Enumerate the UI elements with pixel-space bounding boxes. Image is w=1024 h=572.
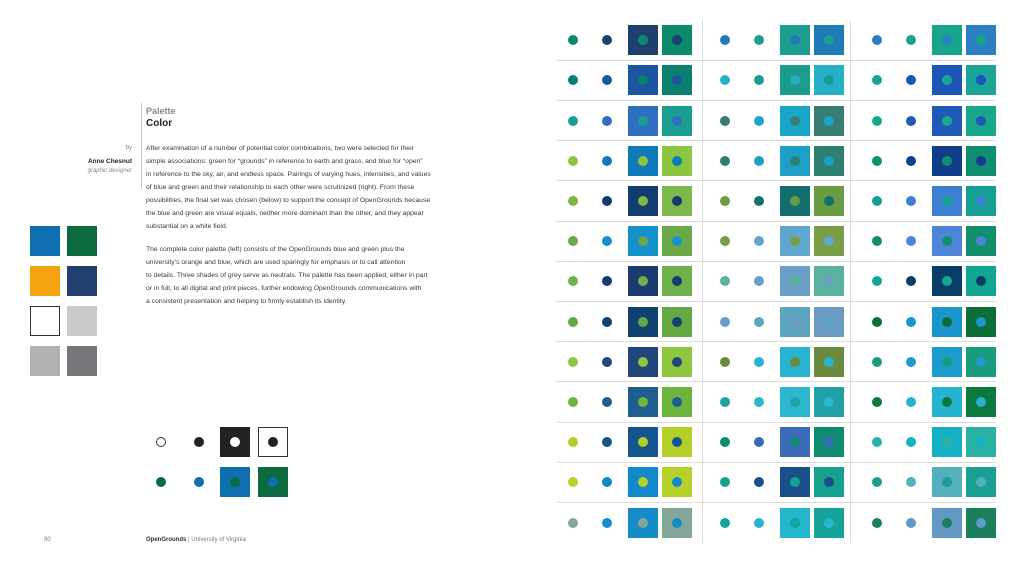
combo-square [662, 25, 692, 55]
combo-square-dot [824, 35, 834, 45]
combo-dot [602, 156, 612, 166]
combo-dot [568, 477, 578, 487]
combo-square-dot [976, 397, 986, 407]
combo-dot [754, 236, 764, 246]
final-dot-green [156, 477, 166, 487]
combo-square-dot [638, 276, 648, 286]
combo-dot [568, 196, 578, 206]
final-square-green [258, 467, 288, 497]
combo-square-dot [638, 397, 648, 407]
footer-separator: | [186, 537, 192, 543]
combo-dot [754, 35, 764, 45]
combo-square [966, 146, 996, 176]
combo-square [932, 467, 962, 497]
combo-square [814, 65, 844, 95]
combo-dot [906, 75, 916, 85]
combo-dot [906, 437, 916, 447]
combo-square-dot [790, 397, 800, 407]
combo-square-dot [942, 196, 952, 206]
combo-square-dot [976, 518, 986, 528]
combo-square-dot [790, 116, 800, 126]
combo-square-dot [824, 477, 834, 487]
color-combination-grid [556, 20, 1006, 540]
combo-square [780, 508, 810, 538]
combo-dot [568, 236, 578, 246]
combo-square-dot [824, 116, 834, 126]
grid-col-divider [850, 20, 851, 543]
text-line: in reference to the sky, air, and endless space. Pairings of varying hues, intensities, and values [146, 171, 431, 178]
combo-square-dot [976, 156, 986, 166]
combo-square-dot [824, 156, 834, 166]
combo-dot [906, 196, 916, 206]
combo-square [814, 387, 844, 417]
combo-square-dot [638, 35, 648, 45]
combo-square-dot [942, 518, 952, 528]
grid-row-divider [556, 140, 996, 141]
byline-role: graphic designer [87, 168, 132, 174]
grid-row-divider [556, 462, 996, 463]
combo-dot [720, 276, 730, 286]
combo-square [966, 387, 996, 417]
combo-dot [568, 357, 578, 367]
combo-dot [872, 397, 882, 407]
combo-square-dot [638, 116, 648, 126]
combo-square-dot [672, 397, 682, 407]
combo-square-dot [638, 357, 648, 367]
combo-square-dot [638, 477, 648, 487]
combo-square [966, 427, 996, 457]
combo-square [932, 186, 962, 216]
combo-square-dot [942, 276, 952, 286]
combo-square [932, 25, 962, 55]
combo-square-dot [672, 196, 682, 206]
text-line: After examination of a number of potential color combinations, two were selected for their [146, 145, 414, 152]
combo-square-dot [790, 357, 800, 367]
combo-dot [754, 437, 764, 447]
combo-dot [602, 357, 612, 367]
combo-square [814, 146, 844, 176]
combo-dot [568, 75, 578, 85]
combo-square-dot [672, 477, 682, 487]
combo-square [814, 106, 844, 136]
palette-swatch-dark-grey [67, 346, 97, 376]
combo-dot [720, 437, 730, 447]
combo-square [814, 467, 844, 497]
combo-dot [872, 35, 882, 45]
combo-dot [754, 397, 764, 407]
combo-dot [754, 196, 764, 206]
combo-dot [754, 156, 764, 166]
combo-square-dot [824, 276, 834, 286]
combo-square-dot [790, 156, 800, 166]
text-line: to details. Three shades of grey serve as neutrals. The palette has been applied, either in part [146, 272, 428, 279]
combo-dot [872, 236, 882, 246]
combo-square-dot [638, 75, 648, 85]
combo-square-dot [672, 518, 682, 528]
combo-dot [906, 357, 916, 367]
combo-dot [720, 397, 730, 407]
grid-row-divider [556, 100, 996, 101]
combo-square [780, 65, 810, 95]
final-dot-blue [194, 477, 204, 487]
combo-square [814, 307, 844, 337]
combo-square-dot [942, 35, 952, 45]
combo-square-dot [790, 236, 800, 246]
combo-dot [602, 518, 612, 528]
combo-dot [872, 357, 882, 367]
text-line: of blue and green and their relationship to each other were scrutinized (right). From these [146, 184, 415, 191]
combo-square [780, 186, 810, 216]
combo-dot [754, 477, 764, 487]
grid-row-divider [556, 261, 996, 262]
combo-square-dot [942, 75, 952, 85]
combo-square-dot [672, 437, 682, 447]
combo-square-dot [976, 437, 986, 447]
combo-dot [754, 357, 764, 367]
combo-dot [906, 518, 916, 528]
combo-dot [720, 156, 730, 166]
grid-row-divider [556, 381, 996, 382]
palette-swatch-university-blue [67, 266, 97, 296]
combo-square [966, 467, 996, 497]
combo-square [662, 226, 692, 256]
combo-square-dot [790, 35, 800, 45]
combo-square [628, 427, 658, 457]
text-line: possibilities, the final set was chosen (below) to support the concept of OpenGrounds because [146, 197, 431, 204]
combo-square-dot [942, 477, 952, 487]
combo-dot [602, 35, 612, 45]
section-label: Palette [146, 106, 176, 116]
combo-square-dot [824, 317, 834, 327]
combo-dot [602, 236, 612, 246]
combo-square [780, 347, 810, 377]
combo-dot [872, 196, 882, 206]
combo-square [780, 467, 810, 497]
combo-square [814, 25, 844, 55]
combo-square [662, 307, 692, 337]
final-square-dot [268, 477, 278, 487]
grid-row-divider [556, 180, 996, 181]
combo-square-dot [942, 116, 952, 126]
combo-dot [568, 156, 578, 166]
combo-square-dot [976, 317, 986, 327]
text-line: the blue and green are visual equals, neither more dominant than the other, and they appear [146, 210, 424, 217]
combo-square-dot [672, 75, 682, 85]
combo-dot [568, 317, 578, 327]
combo-square-dot [976, 477, 986, 487]
body-paragraph-2 [146, 243, 456, 308]
combo-square-dot [976, 276, 986, 286]
combo-square [628, 508, 658, 538]
running-footer [146, 537, 246, 543]
body-paragraph-1 [146, 142, 456, 233]
combo-square-dot [824, 75, 834, 85]
combo-square [932, 106, 962, 136]
combo-square-dot [790, 276, 800, 286]
combo-square-dot [672, 357, 682, 367]
combo-dot [720, 236, 730, 246]
grid-col-divider [702, 20, 703, 543]
combo-square [932, 226, 962, 256]
combo-square [628, 307, 658, 337]
combo-square [814, 266, 844, 296]
byline-by: by [125, 145, 132, 151]
text-line: university’s orange and blue, which are used sparingly for emphasis or to call attention [146, 259, 406, 266]
combo-dot [720, 357, 730, 367]
combo-dot [906, 276, 916, 286]
palette-swatch-opengrounds-blue [30, 226, 60, 256]
final-dot-white [156, 437, 166, 447]
combo-square [966, 508, 996, 538]
combo-square [662, 508, 692, 538]
combo-square [932, 347, 962, 377]
combo-dot [602, 196, 612, 206]
combo-dot [906, 35, 916, 45]
combo-square [780, 146, 810, 176]
byline-divider [141, 103, 142, 189]
combo-square-dot [672, 35, 682, 45]
combo-dot [872, 437, 882, 447]
combo-square [814, 347, 844, 377]
combo-square-dot [942, 437, 952, 447]
combo-square [628, 347, 658, 377]
combo-square-dot [790, 75, 800, 85]
final-square-dot [230, 437, 240, 447]
combo-dot [720, 518, 730, 528]
text-line: or in full, to all digital and print pieces, further endowing OpenGrounds communications with [146, 285, 422, 292]
combo-square-dot [942, 236, 952, 246]
combo-dot [872, 477, 882, 487]
combo-square [814, 186, 844, 216]
combo-square-dot [672, 317, 682, 327]
combo-dot [872, 116, 882, 126]
combo-dot [568, 397, 578, 407]
combo-square-dot [942, 156, 952, 166]
combo-square [628, 186, 658, 216]
combo-square [814, 427, 844, 457]
combo-square [628, 467, 658, 497]
combo-dot [872, 518, 882, 528]
section-title: Color [146, 118, 173, 129]
combo-square [780, 307, 810, 337]
combo-square [628, 226, 658, 256]
combo-square [780, 226, 810, 256]
grid-row-divider [556, 341, 996, 342]
text-line: substantial on a white field. [146, 223, 228, 230]
combo-dot [568, 35, 578, 45]
combo-square [932, 508, 962, 538]
combo-dot [720, 196, 730, 206]
combo-square [814, 508, 844, 538]
combo-square-dot [976, 196, 986, 206]
combo-square-dot [638, 236, 648, 246]
text-line: simple associations: green for “grounds” in reference to earth and grass, and blue for “open” [146, 158, 423, 165]
combo-square-dot [976, 236, 986, 246]
combo-square [662, 266, 692, 296]
combo-dot [872, 75, 882, 85]
combo-square-dot [638, 437, 648, 447]
combo-square-dot [824, 437, 834, 447]
combo-square [966, 307, 996, 337]
combo-dot [754, 116, 764, 126]
combo-square [662, 467, 692, 497]
combo-square-dot [790, 196, 800, 206]
combo-square [966, 106, 996, 136]
footer-institution: University of Virginia [191, 537, 246, 543]
footer-publication: OpenGrounds [146, 537, 187, 543]
combo-dot [754, 276, 764, 286]
combo-square-dot [824, 196, 834, 206]
combo-dot [720, 477, 730, 487]
combo-square-dot [672, 276, 682, 286]
combo-square [932, 307, 962, 337]
final-square-black [220, 427, 250, 457]
combo-square [662, 146, 692, 176]
combo-dot [602, 116, 612, 126]
combo-square [628, 65, 658, 95]
combo-dot [568, 116, 578, 126]
combo-dot [906, 156, 916, 166]
combo-dot [754, 518, 764, 528]
grid-row-divider [556, 422, 996, 423]
combo-square-dot [638, 196, 648, 206]
final-square-blue [220, 467, 250, 497]
grid-row-divider [556, 301, 996, 302]
combo-dot [568, 437, 578, 447]
combo-dot [754, 317, 764, 327]
combo-square-dot [824, 236, 834, 246]
combo-square [932, 146, 962, 176]
palette-swatch-opengrounds-green [67, 226, 97, 256]
combo-dot [602, 397, 612, 407]
combo-square-dot [824, 518, 834, 528]
combo-square-dot [824, 397, 834, 407]
combo-square [966, 186, 996, 216]
combo-square [966, 266, 996, 296]
combo-dot [602, 477, 612, 487]
combo-square [932, 427, 962, 457]
page-number: 90 [44, 537, 51, 543]
final-square-white [258, 427, 288, 457]
combo-dot [906, 397, 916, 407]
combo-square [780, 25, 810, 55]
combo-square [932, 387, 962, 417]
combo-dot [602, 276, 612, 286]
combo-square-dot [942, 357, 952, 367]
combo-dot [720, 116, 730, 126]
combo-square [780, 266, 810, 296]
grid-row-divider [556, 60, 996, 61]
combo-square-dot [976, 35, 986, 45]
combo-square [966, 226, 996, 256]
text-line: The complete color palette (left) consists of the OpenGrounds blue and green plus the [146, 246, 405, 253]
combo-square-dot [790, 518, 800, 528]
combo-dot [568, 276, 578, 286]
combo-square [662, 387, 692, 417]
combo-square-dot [790, 477, 800, 487]
text-line: a consistent presentation and helping to firmly establish its identity. [146, 298, 347, 305]
combo-square [628, 266, 658, 296]
combo-square [628, 25, 658, 55]
combo-square [780, 427, 810, 457]
combo-dot [906, 236, 916, 246]
combo-square-dot [976, 75, 986, 85]
final-dot-black [194, 437, 204, 447]
combo-square [932, 65, 962, 95]
combo-dot [872, 317, 882, 327]
combo-square-dot [824, 357, 834, 367]
combo-dot [602, 317, 612, 327]
combo-dot [906, 477, 916, 487]
combo-square-dot [672, 156, 682, 166]
combo-square [662, 106, 692, 136]
combo-square-dot [976, 116, 986, 126]
combo-square [662, 347, 692, 377]
palette-swatch-light-grey [67, 306, 97, 336]
combo-dot [872, 156, 882, 166]
combo-square-dot [638, 156, 648, 166]
combo-square [966, 65, 996, 95]
combo-square [628, 106, 658, 136]
final-square-dot [230, 477, 240, 487]
grid-row-divider [556, 221, 996, 222]
combo-square [780, 106, 810, 136]
combo-square-dot [638, 518, 648, 528]
palette-swatch-university-orange [30, 266, 60, 296]
combo-square [932, 266, 962, 296]
palette-swatch-white [30, 306, 60, 336]
combo-square-dot [638, 317, 648, 327]
combo-dot [720, 317, 730, 327]
combo-square [814, 226, 844, 256]
combo-dot [720, 75, 730, 85]
combo-square-dot [942, 317, 952, 327]
combo-square-dot [672, 116, 682, 126]
combo-square [662, 427, 692, 457]
combo-square-dot [976, 357, 986, 367]
combo-square [628, 146, 658, 176]
combo-square [966, 25, 996, 55]
combo-dot [602, 437, 612, 447]
combo-square-dot [790, 317, 800, 327]
byline-author: Anne Chesnut [87, 158, 132, 165]
combo-dot [568, 518, 578, 528]
combo-dot [720, 35, 730, 45]
combo-square [780, 387, 810, 417]
combo-square [662, 65, 692, 95]
combo-dot [906, 116, 916, 126]
combo-square [966, 347, 996, 377]
combo-square-dot [790, 437, 800, 447]
combo-square-dot [942, 397, 952, 407]
combo-square-dot [672, 236, 682, 246]
palette-swatch-mid-grey [30, 346, 60, 376]
combo-square [662, 186, 692, 216]
combo-dot [872, 276, 882, 286]
combo-square [628, 387, 658, 417]
grid-row-divider [556, 502, 996, 503]
combo-dot [906, 317, 916, 327]
combo-dot [602, 75, 612, 85]
combo-dot [754, 75, 764, 85]
final-square-dot [268, 437, 278, 447]
